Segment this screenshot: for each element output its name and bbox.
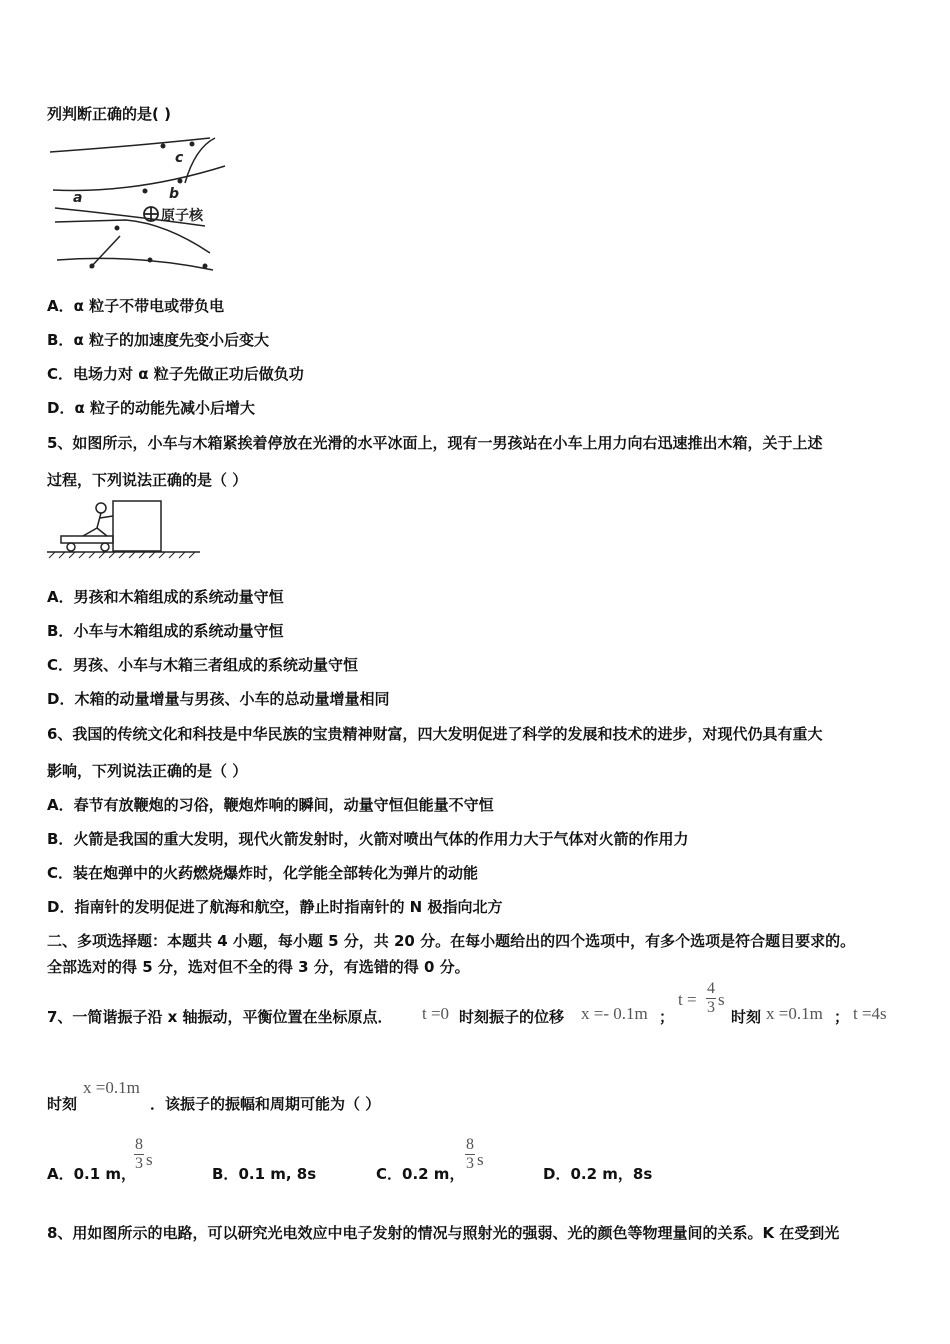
- q7-intro: 7、一简谐振子沿 x 轴振动，平衡位置在坐标原点．: [47, 1008, 393, 1026]
- q7-option-a-fraction: 8 3: [135, 1136, 143, 1172]
- q6-option-c: C．装在炮弹中的火药燃烧爆炸时，化学能全部转化为弹片的动能: [47, 864, 479, 882]
- q5-option-d: D．木箱的动量增量与男孩、小车的总动量增量相同: [47, 690, 390, 708]
- q7-line2-start: 时刻: [47, 1095, 78, 1113]
- q8-stem-line1: 8、用如图所示的电路，可以研究光电效应中电子发射的情况与照射光的强弱、光的颜色等物理量间的关系。K 在受到光: [47, 1224, 840, 1242]
- label-c: c: [175, 150, 184, 166]
- q7-t0: t =0: [422, 1004, 450, 1023]
- q7-semi2: ；: [834, 1008, 850, 1026]
- q7-x2: x =0.1m: [766, 1004, 823, 1023]
- q7-option-b: B．0.1 m, 8s: [212, 1165, 317, 1183]
- q6-stem-line1: 6、我国的传统文化和科技是中华民族的宝贵精神财富，四大发明促进了科学的发展和技术的进步，对现代仍具有重大: [47, 725, 823, 743]
- q7-t-unit: s: [718, 990, 725, 1009]
- q6-option-a: A．春节有放鞭炮的习俗，鞭炮炸响的瞬间，动量守恒但能量不守恒: [47, 796, 494, 814]
- alpha-scattering-figure: [45, 128, 235, 278]
- label-a: a: [73, 190, 83, 206]
- q7-t-fraction: 4 3: [707, 980, 715, 1016]
- q7-option-a-unit: s: [146, 1150, 153, 1169]
- nucleus-label: 原子核: [161, 208, 203, 224]
- q7-x3: x =0.1m: [83, 1078, 140, 1097]
- q5-option-a: A．男孩和木箱组成的系统动量守恒: [47, 588, 284, 606]
- q6-option-b: B．火箭是我国的重大发明，现代火箭发射时，火箭对喷出气体的作用力大于气体对火箭的作用力: [47, 830, 689, 848]
- section2-line1: 二、多项选择题：本题共 4 小题，每小题 5 分，共 20 分。在每小题给出的四个选项中，有多个选项是符合题目要求的。: [47, 932, 856, 950]
- q5-option-b: B．小车与木箱组成的系统动量守恒: [47, 622, 284, 640]
- q7-option-c-fraction: 8 3: [466, 1136, 474, 1172]
- q4-option-d: D．α 粒子的动能先减小后增大: [47, 399, 255, 417]
- q5-stem-line2: 过程，下列说法正确的是（ ）: [47, 471, 248, 489]
- q5-stem-line1: 5、如图所示，小车与木箱紧挨着停放在光滑的水平冰面上，现有一男孩站在小车上用力向右迅速推出木箱，关于上述: [47, 434, 823, 452]
- section2-line2: 全部选对的得 5 分，选对但不全的得 3 分，有选错的得 0 分。: [47, 958, 470, 976]
- q7-line2-end: ．该振子的振幅和周期可能为（ ）: [150, 1095, 381, 1113]
- q7-option-c-unit: s: [477, 1150, 484, 1169]
- q4-option-a: A．α 粒子不带电或带负电: [47, 297, 225, 315]
- q7-t4: t =4s: [853, 1004, 887, 1023]
- q7-x1: x =- 0.1m: [581, 1004, 648, 1023]
- q7-semi1: ；: [659, 1008, 675, 1026]
- q6-stem-line2: 影响，下列说法正确的是（ ）: [47, 762, 248, 780]
- label-b: b: [169, 186, 180, 202]
- q4-option-c: C．电场力对 α 粒子先做正功后做负功: [47, 365, 304, 383]
- q7-t-prefix: t =: [678, 990, 697, 1009]
- q5-option-c: C．男孩、小车与木箱三者组成的系统动量守恒: [47, 656, 359, 674]
- q7-option-a: A．0.1 m，: [47, 1165, 137, 1183]
- q7-option-d: D．0.2 m，8s: [543, 1165, 653, 1183]
- q7-mid2: 时刻: [731, 1008, 762, 1026]
- boy-cart-box-figure: [45, 498, 205, 563]
- q6-option-d: D．指南针的发明促进了航海和航空，静止时指南针的 N 极指向北方: [47, 898, 503, 916]
- q4-stem-tail: 列判断正确的是( ): [47, 105, 171, 123]
- q7-mid1: 时刻振子的位移: [459, 1008, 565, 1026]
- q7-option-c: C．0.2 m，: [376, 1165, 465, 1183]
- q4-option-b: B．α 粒子的加速度先变小后变大: [47, 331, 269, 349]
- nucleus-plus-icon: [144, 207, 158, 221]
